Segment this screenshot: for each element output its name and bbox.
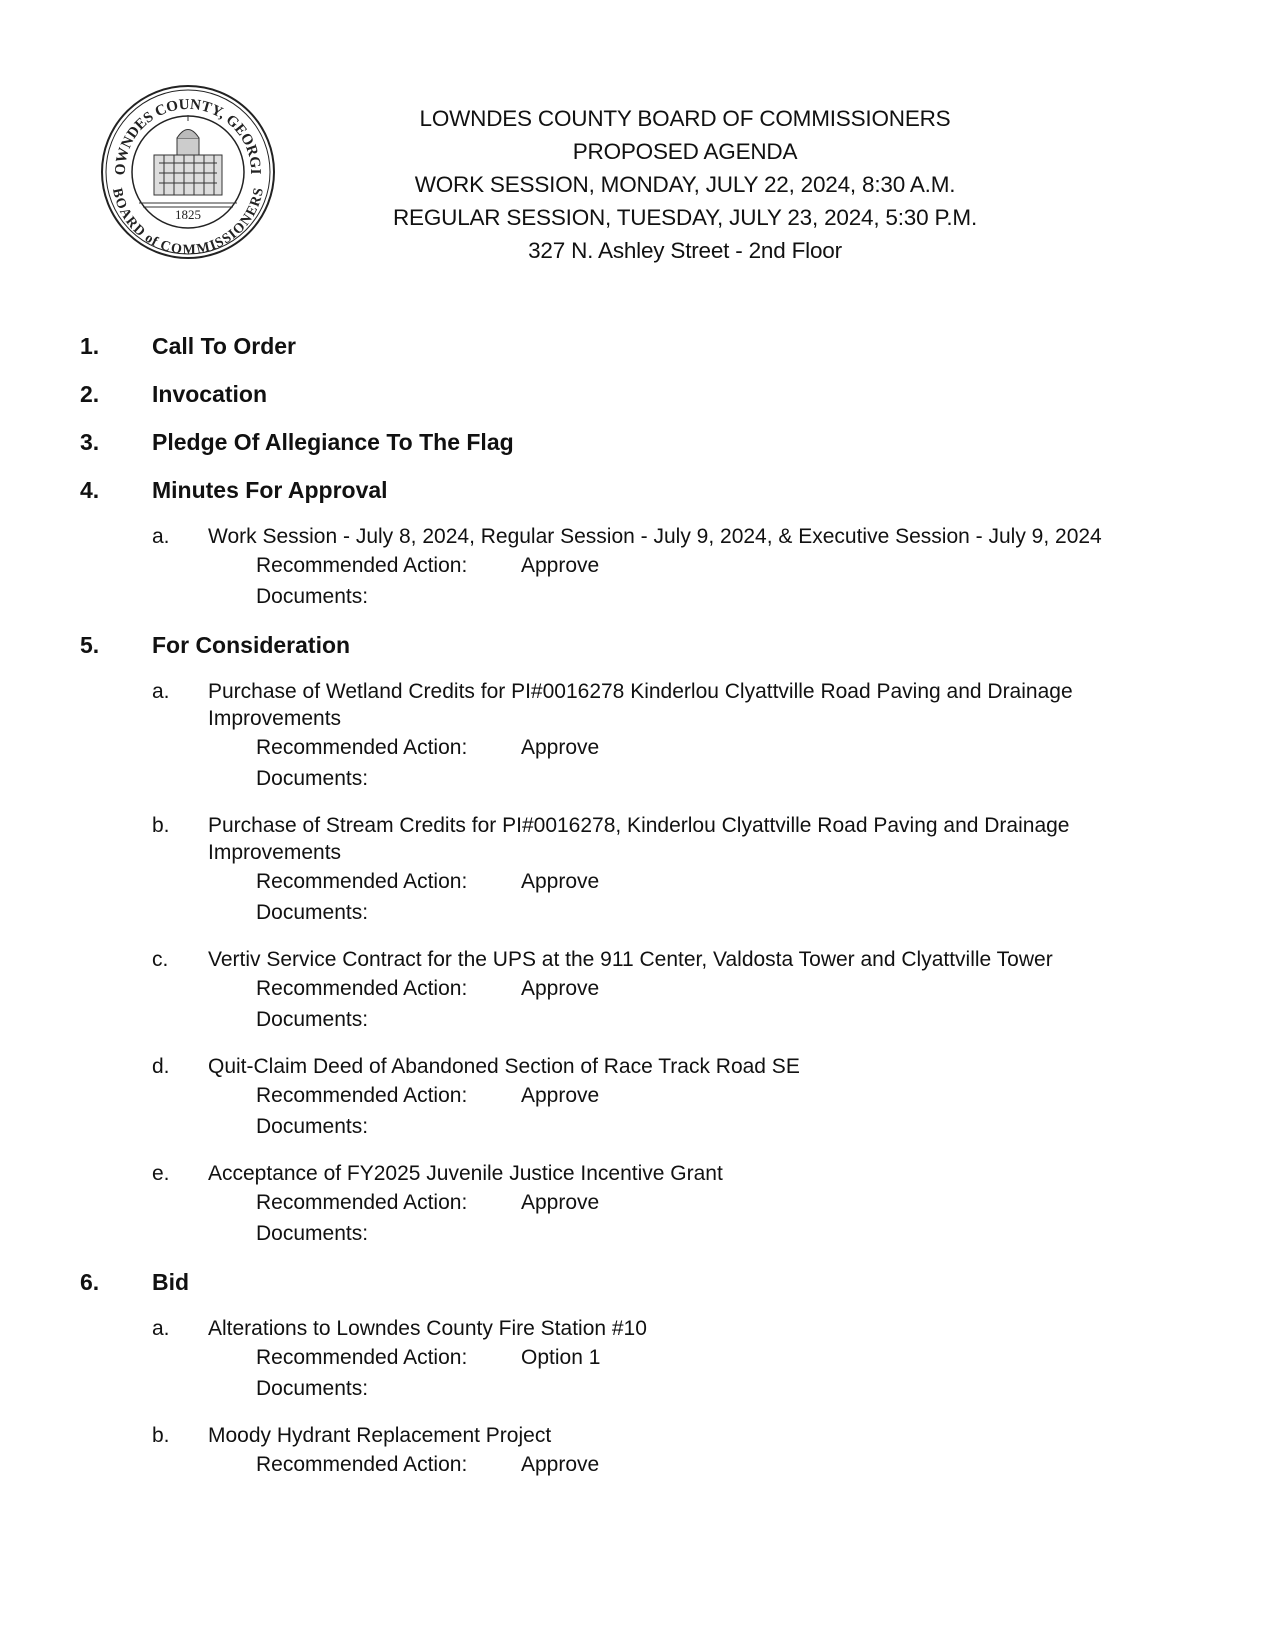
section-number: 5. (80, 632, 100, 658)
item-letter: c. (152, 948, 169, 971)
section-number: 2. (80, 381, 100, 407)
agenda-item (0, 1053, 1275, 1142)
agenda-item (0, 1160, 1275, 1249)
agenda-section (0, 427, 1275, 457)
agenda-section (0, 1267, 1275, 1480)
section-heading (0, 427, 1275, 457)
item-letter: e. (152, 1162, 170, 1185)
section-title: Bid (152, 1269, 190, 1295)
section-items (0, 678, 1275, 1249)
documents-row (256, 1373, 1275, 1404)
recommended-action-label: Recommended Action: (256, 1346, 468, 1369)
agenda-item (0, 946, 1275, 1035)
documents-label: Documents: (256, 901, 369, 924)
item-letter: a. (152, 1317, 170, 1340)
item-letter: b. (152, 1424, 170, 1447)
item-title: Alterations to Lowndes County Fire Station #10 (208, 1317, 647, 1340)
item-title: Purchase of Stream Credits for PI#0016278, Kinderlou Clyattville Road Paving and Drainage Improvements (208, 814, 1070, 864)
recommended-action-row (256, 973, 1275, 1004)
item-title: Quit-Claim Deed of Abandoned Section of Race Track Road SE (208, 1055, 800, 1078)
header-doc-type: PROPOSED AGENDA (572, 139, 798, 164)
header-address: 327 N. Ashley Street - 2nd Floor (528, 238, 842, 263)
recommended-action-label: Recommended Action: (256, 1191, 468, 1214)
recommended-action-value: Approve (521, 554, 600, 577)
agenda-section (0, 331, 1275, 361)
svg-text:1825: 1825 (175, 207, 201, 222)
agenda-item (0, 1422, 1275, 1480)
recommended-action-label: Recommended Action: (256, 554, 468, 577)
header-regular-session: REGULAR SESSION, TUESDAY, JULY 23, 2024, 5:30 P.M. (392, 205, 978, 230)
recommended-action-value: Approve (521, 736, 600, 759)
section-title: Minutes For Approval (152, 477, 388, 503)
documents-row (256, 763, 1275, 794)
documents-label: Documents: (256, 1008, 369, 1031)
agenda-section (0, 475, 1275, 612)
documents-label: Documents: (256, 585, 369, 608)
item-letter: b. (152, 814, 170, 837)
recommended-action-value: Approve (521, 1191, 600, 1214)
recommended-action-row (256, 1187, 1275, 1218)
section-title: For Consideration (152, 632, 351, 658)
documents-label: Documents: (256, 1222, 369, 1245)
recommended-action-row (256, 1080, 1275, 1111)
agenda-section (0, 630, 1275, 1249)
section-heading (0, 1267, 1275, 1297)
section-title: Pledge Of Allegiance To The Flag (152, 429, 514, 455)
recommended-action-row (256, 550, 1275, 581)
header-work-session: WORK SESSION, MONDAY, JULY 22, 2024, 8:30 A.M. (414, 172, 956, 197)
item-title: Work Session - July 8, 2024, Regular Session - July 9, 2024, & Executive Session - July 9, 2024 (208, 525, 1102, 548)
section-heading (0, 379, 1275, 409)
agenda-section (0, 379, 1275, 409)
recommended-action-value: Approve (521, 870, 600, 893)
svg-text:BOARD of COMMISSIONERS: BOARD of COMMISSIONERS (108, 186, 268, 258)
header-org: LOWNDES COUNTY BOARD OF COMMISSIONERS (419, 106, 951, 131)
item-title: Purchase of Wetland Credits for PI#0016278 Kinderlou Clyattville Road Paving and Drainage Improvements (208, 680, 1073, 730)
section-number: 3. (80, 429, 100, 455)
county-seal (99, 83, 277, 261)
item-title: Vertiv Service Contract for the UPS at the 911 Center, Valdosta Tower and Clyattville Tower (208, 948, 1053, 971)
recommended-action-value: Approve (521, 977, 600, 1000)
item-letter: a. (152, 525, 170, 548)
section-items (0, 523, 1275, 612)
documents-row (256, 1218, 1275, 1249)
documents-row (256, 581, 1275, 612)
recommended-action-row (256, 1342, 1275, 1373)
recommended-action-label: Recommended Action: (256, 1084, 468, 1107)
recommended-action-row (256, 866, 1275, 897)
item-letter: a. (152, 680, 170, 703)
item-title: Acceptance of FY2025 Juvenile Justice Incentive Grant (208, 1162, 723, 1185)
documents-label: Documents: (256, 767, 369, 790)
agenda-list (0, 331, 1275, 1498)
documents-row (256, 897, 1275, 928)
agenda-item (0, 523, 1275, 612)
recommended-action-value: Option 1 (521, 1346, 601, 1369)
section-number: 4. (80, 477, 100, 503)
section-title: Invocation (152, 381, 268, 407)
recommended-action-label: Recommended Action: (256, 870, 468, 893)
section-number: 6. (80, 1269, 100, 1295)
recommended-action-label: Recommended Action: (256, 1453, 468, 1476)
recommended-action-label: Recommended Action: (256, 736, 468, 759)
svg-text:LOWNDES COUNTY, GEORGIA: OWNDES COUNTY, GEORGI (112, 96, 264, 176)
recommended-action-label: Recommended Action: (256, 977, 468, 1000)
recommended-action-row (256, 732, 1275, 763)
section-number: 1. (80, 333, 100, 359)
section-heading (0, 331, 1275, 361)
section-items (0, 1315, 1275, 1480)
section-title: Call To Order (152, 333, 296, 359)
documents-label: Documents: (256, 1377, 369, 1400)
documents-row (256, 1004, 1275, 1035)
agenda-header (360, 102, 1010, 267)
agenda-item (0, 678, 1275, 794)
section-heading (0, 475, 1275, 505)
agenda-item (0, 812, 1275, 928)
recommended-action-value: Approve (521, 1084, 600, 1107)
item-letter: d. (152, 1055, 170, 1078)
item-title: Moody Hydrant Replacement Project (208, 1424, 552, 1447)
section-heading (0, 630, 1275, 660)
recommended-action-value: Approve (521, 1453, 600, 1476)
agenda-item (0, 1315, 1275, 1404)
recommended-action-row (256, 1449, 1275, 1480)
documents-label: Documents: (256, 1115, 369, 1138)
documents-row (256, 1111, 1275, 1142)
